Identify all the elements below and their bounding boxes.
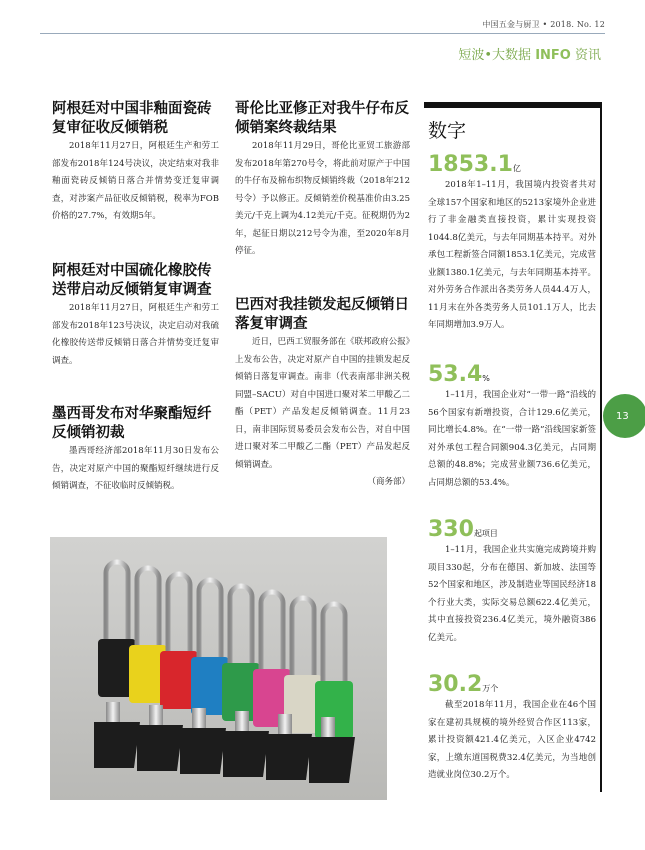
number-text: 1–11月，我国企业共实施完成跨境并购项目330起，分布在德国、新加坡、法国等52个国家和地区，涉及制造业等国民经济18个行业大类，实际交易总额622.4亿美元，其中直接投资236.4亿美元，境外融资386亿美元。 bbox=[428, 545, 596, 643]
article-colombia-denim bbox=[235, 100, 410, 261]
section-info: INFO bbox=[535, 48, 571, 63]
section-cn-1: 短波•大数据 bbox=[458, 48, 532, 63]
issue-label: 中国五金与厨卫 • 2018. No. 12 bbox=[482, 20, 605, 29]
big-number: 30.2 bbox=[428, 672, 483, 697]
numbers-vertical-rule bbox=[600, 102, 602, 792]
page-number-badge: 13 bbox=[603, 394, 645, 438]
section-label bbox=[458, 44, 601, 63]
number-unit: % bbox=[482, 374, 490, 383]
number-unit: 万个 bbox=[482, 684, 499, 693]
number-block-4 bbox=[428, 672, 596, 785]
big-number: 330 bbox=[428, 517, 474, 542]
article-brazil-padlock bbox=[235, 296, 410, 492]
number-unit: 亿 bbox=[512, 164, 521, 173]
number-block-1 bbox=[428, 152, 596, 335]
big-number: 1853.1 bbox=[428, 152, 513, 177]
article-title: 阿根廷对中国硫化橡胶传送带启动反倾销复审调查 bbox=[52, 263, 212, 298]
article-body: 2018年11月27日，阿根廷生产和劳工部发布2018年123号决议，决定启动对我硫化橡胶传送带反倾销日落合并情势变迁复审调查。 bbox=[52, 303, 219, 366]
padlock-photo bbox=[50, 537, 387, 800]
number-text: 2018年1–11月，我国境内投资者共对全球157个国家和地区的5213家境外企业进行了非金融类直接投资，累计实现投资1044.8亿美元，与去年同期基本持平。对外承包工程新签合同额1853.1亿美元，完成营业额1380.1亿美元，与去年同期基本持平。对外劳务合作派出各类劳务人员44.4万人，11月末在外各类劳务人员101.1万人，比去年同期增加3.9万人。 bbox=[428, 180, 596, 330]
article-body: 近日，巴西工贸服务部在《联邦政府公报》上发布公告，决定对原产自中国的挂锁发起反倾销日落复审调查。南非（代表南部非洲关税同盟–SACU）对自中国进口聚对苯二甲酸乙二酯（PET）产品发起反倾销调查。11月23日，南非国际贸易委员会发布公告，对自中国进口聚对苯二甲酸乙二酯（PET）产品发起反倾销调查。 bbox=[235, 337, 410, 470]
article-body: 墨西哥经济部2018年11月30日发布公告，决定对原产中国的聚酯短纤继续进行反倾销调查，不征收临时反倾销税。 bbox=[52, 446, 219, 491]
article-mexico-polyester bbox=[52, 405, 219, 496]
number-block-3 bbox=[428, 517, 596, 647]
padlocks-illustration bbox=[50, 537, 387, 800]
number-block-2 bbox=[428, 362, 596, 492]
numbers-top-bar bbox=[424, 102, 600, 108]
number-text: 1–11月，我国企业对“一带一路”沿线的56个国家有新增投资，合计129.6亿美元，同比增长4.8%。在“一带一路”沿线国家新签对外承包工程合同额904.3亿美元，占同期总额的48.8%；完成营业额736.6亿美元，占同期总额的53.4%。 bbox=[428, 390, 596, 488]
article-body: 2018年11月29日，哥伦比亚贸工旅游部发布2018年第270号令，将此前对原产于中国的牛仔布及棉布织物反倾销终裁（2018年212号令）予以修正。反倾销差价税基准价由3.25美元/千克上调为4.12美元/千克。征税期仍为2年，起征日期以212号令为准，至2020年8月停征。 bbox=[235, 141, 410, 256]
article-source: （商务部） bbox=[367, 477, 410, 487]
section-cn-2: 资讯 bbox=[574, 48, 601, 63]
article-title: 巴西对我挂锁发起反倾销日落复审调查 bbox=[235, 297, 409, 332]
header-divider bbox=[40, 33, 605, 34]
article-argentina-tiles bbox=[52, 100, 219, 226]
article-title: 哥伦比亚修正对我牛仔布反倾销案终裁结果 bbox=[235, 101, 409, 136]
number-unit: 起项目 bbox=[473, 529, 498, 538]
article-title: 阿根廷对中国非釉面瓷砖复审征收反倾销税 bbox=[52, 101, 212, 136]
number-text: 截至2018年11月，我国企业在46个国家在建初具规模的境外经贸合作区113家，累计投资额421.4亿美元，入区企业4742家，上缴东道国税费32.4亿美元，为当地创造就业岗位30.2万个。 bbox=[428, 700, 596, 780]
article-title: 墨西哥发布对华聚酯短纤反倾销初裁 bbox=[52, 406, 212, 441]
article-argentina-belts bbox=[52, 262, 219, 370]
numbers-title: 数字 bbox=[428, 120, 467, 142]
article-body: 2018年11月27日，阿根廷生产和劳工部发布2018年124号决议，决定结束对我非釉面瓷砖反倾销日落合并情势变迁复审调查，对涉案产品征收反倾销税，税率为FOB价格的27.7%，有效期5年。 bbox=[52, 141, 219, 221]
big-number: 53.4 bbox=[428, 362, 483, 387]
